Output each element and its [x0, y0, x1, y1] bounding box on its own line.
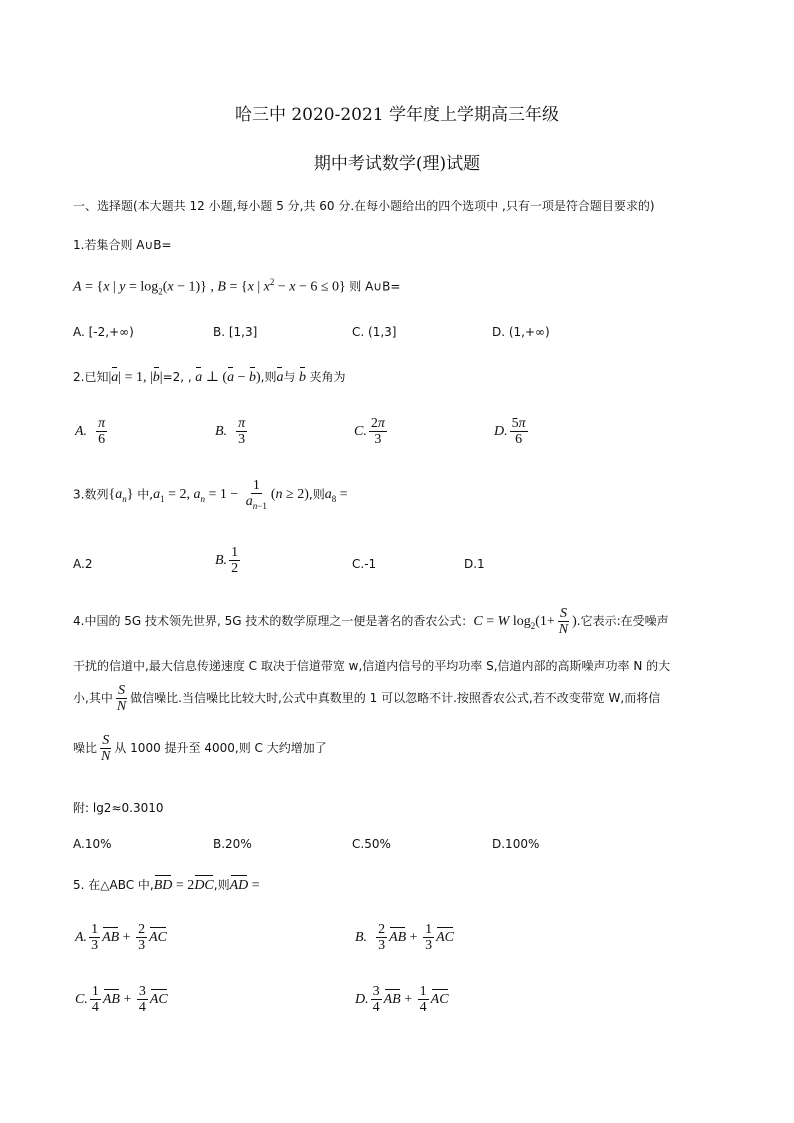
- q4-line3b: 做信噪比.当信噪比比较大时,公式中真数里的 1 可以忽略不计.按照香农公式,若不改变带宽 W,而将信: [130, 691, 661, 706]
- q5-option-d: D. $\frac{3}{4}$ AB + $\frac{1}{4}$ AC: [355, 984, 449, 1016]
- q3-stem-end: ,则: [308, 487, 325, 502]
- q3-option-b: B. $\frac{1}{2}$: [215, 545, 239, 577]
- q2-with: 与: [283, 370, 296, 384]
- document-subtitle: 期中考试数学(理)试题: [313, 154, 481, 174]
- q1-formula-tail: 则 A∪B=: [349, 279, 401, 294]
- q2-then: ,则: [260, 370, 277, 384]
- q2-option-b: B. $\frac{\pi}{3}$: [215, 416, 246, 448]
- q3-stem-start: 3.数列: [73, 487, 109, 502]
- q4-option-d: D.100%: [492, 837, 540, 851]
- q3-option-c: C.-1: [352, 557, 377, 571]
- q4-line4b: 从 1000 提升至 4000,则 C 大约增加了: [114, 741, 327, 756]
- q4-line2: 干扰的信道中,最大信息传递速度 C 取决于信道带宽 w,信道内信号的平均功率 S,信道内部的高斯噪声功率 N 的大: [73, 659, 671, 673]
- q2-stem-start: 2.已知: [73, 370, 109, 384]
- q2-stem-mid: =2, ,: [162, 370, 192, 384]
- q2-option-c: C. $\frac{2\pi}{3}$: [354, 416, 385, 448]
- q3-option-d: D.1: [464, 557, 485, 571]
- q4-line4a: 噪比: [73, 741, 98, 756]
- q4-line1b: .它表示:在受噪声: [576, 614, 669, 629]
- q4-line1: 4.中国的 5G 技术领先世界, 5G 技术的数学原理之一便是著名的香农公式：C = W $\log_2(1+$ $\frac{S}{N}$ ).它表示:在受噪声: [73, 606, 669, 638]
- q2-option-a: A. $\frac{\pi}{6}$: [75, 416, 106, 448]
- q2-option-d: D. $\frac{5\pi}{6}$: [494, 416, 526, 448]
- q2-stem: 2.已知|a| = 1, |b|=2, , a ⊥ (a − b),则a与 b 夹角为: [73, 370, 346, 385]
- q5-option-a: A. $\frac{1}{3}$ AB + $\frac{2}{3}$ AC: [75, 922, 167, 954]
- q3-stem-mid: 中,: [137, 487, 154, 502]
- q4-line1a: 4.中国的 5G 技术领先世界, 5G 技术的数学原理之一便是著名的香农公式：: [73, 614, 474, 629]
- q1-formula: A = {x | $y = \log_2(x - 1)$} , B = {x | $x^2 - x - 6 \le 0$} 则 A∪B=: [73, 277, 401, 297]
- q4-option-c: C.50%: [352, 837, 391, 851]
- q4-option-b: B.20%: [213, 837, 252, 851]
- q5-stem-end: ,则: [213, 878, 230, 892]
- q1-option-c: C. (1,3]: [352, 325, 397, 339]
- q4-option-a: A.10%: [73, 837, 112, 851]
- q1-option-d: D. (1,+∞): [492, 325, 550, 339]
- q5-stem-start: 5. 在△ABC 中,: [73, 878, 154, 892]
- q1-option-b: B. [1,3]: [213, 325, 258, 339]
- q2-stem-end: 夹角为: [309, 370, 346, 384]
- q5-option-b: B. $\frac{2}{3}$ AB + $\frac{1}{3}$ AC: [355, 922, 454, 954]
- document-title: 哈三中 2020-2021 学年度上学期高三年级: [234, 105, 560, 125]
- q4-line3: 小,其中 $\frac{S}{N}$ 做信噪比.当信噪比比较大时,公式中真数里的 1 可以忽略不计.按照香农公式,若不改变带宽 W,而将信: [73, 683, 661, 715]
- q3-stem: 3.数列$\{a_n\}$ 中$,a_1 = 2$, $a_n = 1$ − $\frac{1}{a_{n-1}}$ (n ≥ 2),则$a_8$ =: [73, 478, 348, 512]
- section-heading: 一、选择题(本大题共 12 小题,每小题 5 分,共 60 分.在每小题给出的四个选项中 ,只有一项是符合题目要求的): [73, 199, 655, 213]
- q4-line4: 噪比 $\frac{S}{N}$ 从 1000 提升至 4000,则 C 大约增加了: [73, 733, 327, 765]
- q1-option-a: A. [-2,+∞): [73, 325, 134, 339]
- q5-option-c: C. $\frac{1}{4}$ AB + $\frac{3}{4}$ AC: [75, 984, 168, 1016]
- q4-note: 附: lg2≈0.3010: [73, 801, 164, 815]
- q1-stem: 1.若集合则 A∪B=: [73, 238, 172, 252]
- q4-line3a: 小,其中: [73, 691, 113, 706]
- q3-option-a: A.2: [73, 557, 93, 571]
- q5-stem: 5. 在△ABC 中,BD = 2DC,则AD =: [73, 878, 260, 893]
